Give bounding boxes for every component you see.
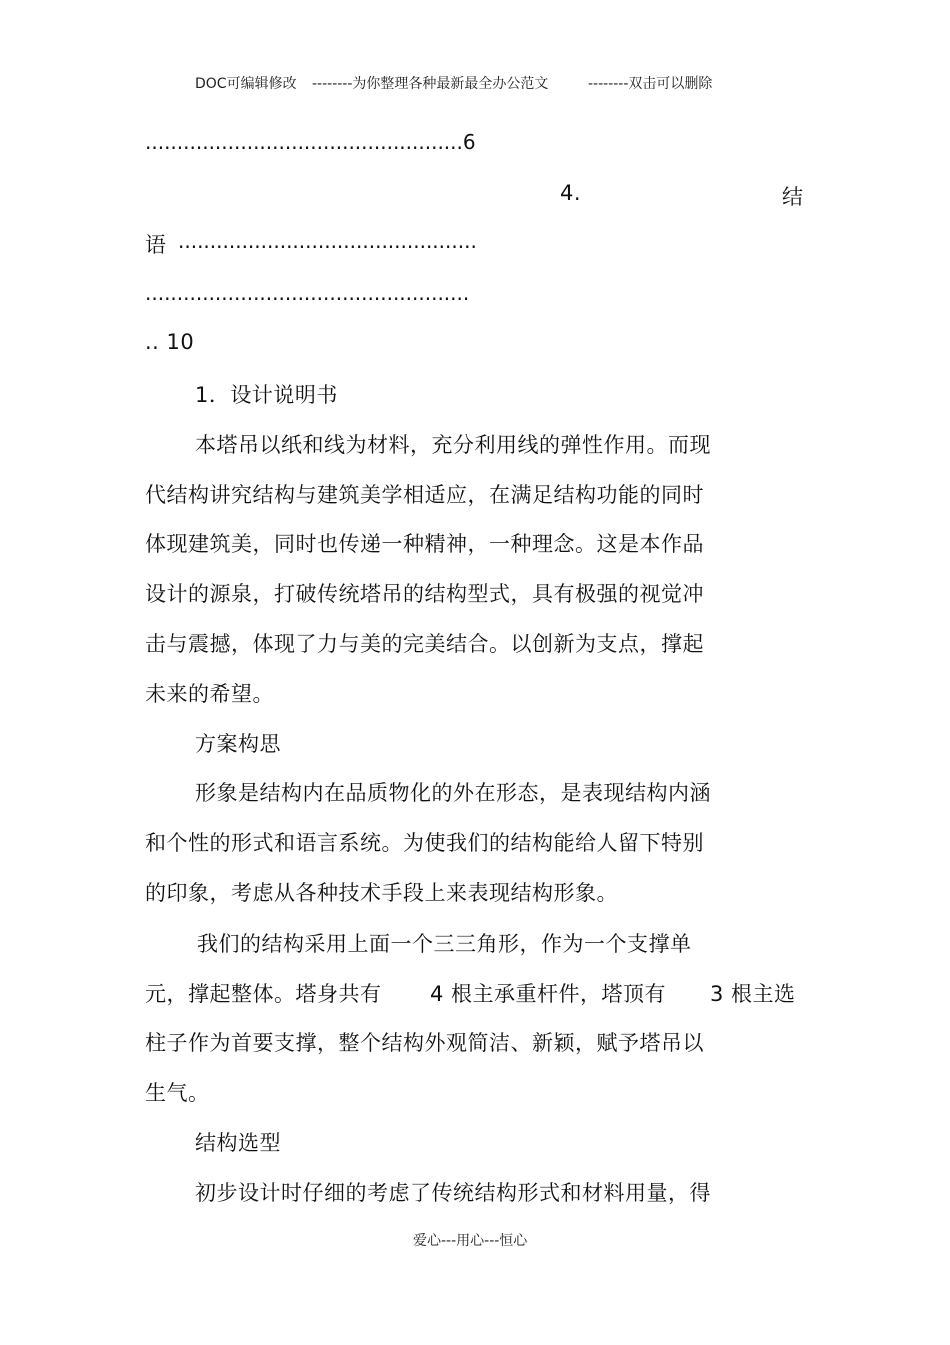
paragraph-line-part-c: 3 根主选 <box>710 982 796 1006</box>
toc-line-4: .. 10 <box>145 330 195 354</box>
header-right: --------双击可以删除 <box>588 76 713 92</box>
header-left: DOC可编辑修改 <box>195 76 297 92</box>
paragraph-line: 生气。 <box>145 1081 210 1105</box>
header-middle: --------为你整理各种最新最全办公范文 <box>312 76 549 92</box>
paragraph-line-part-b: 4 根主承重杆件，塔顶有 <box>430 982 667 1006</box>
toc-line-3: ................................................... <box>145 281 470 305</box>
paragraph-line: 击与震撼，体现了力与美的完美结合。以创新为支点，撑起 <box>145 632 704 656</box>
toc-title-char-2: 语 <box>145 233 167 257</box>
paragraph-line: 未来的希望。 <box>145 682 274 706</box>
toc-number-4: 4. <box>560 181 582 205</box>
toc-title-char-1: 结 <box>782 185 804 209</box>
paragraph-line: 体现建筑美，同时也传递一种精神，一种理念。这是本作品 <box>145 532 704 556</box>
toc-line-2-dots: ............................................... <box>178 229 477 253</box>
paragraph-line: 我们的结构采用上面一个三三角形，作为一个支撑单 <box>197 932 692 956</box>
paragraph-line: 设计的源泉，打破传统塔吊的结构型式，具有极强的视觉冲 <box>145 582 704 606</box>
paragraph-line-part-a: 元，撑起整体。塔身共有 <box>145 982 382 1006</box>
toc-line-1: ..................................................6 <box>145 130 476 154</box>
paragraph-line: 本塔吊以纸和线为材料，充分利用线的弹性作用。而现 <box>195 433 711 457</box>
footer-text: 爱心---用心---恒心 <box>413 1233 528 1249</box>
section-heading-concept: 方案构思 <box>195 732 281 756</box>
paragraph-line: 初步设计时仔细的考虑了传统结构形式和材料用量，得 <box>195 1181 711 1205</box>
paragraph-line: 形象是结构内在品质物化的外在形态，是表现结构内涵 <box>195 781 711 805</box>
paragraph-line: 的印象，考虑从各种技术手段上来表现结构形象。 <box>145 881 618 905</box>
paragraph-line: 和个性的形式和语言系统。为使我们的结构能给人留下特别 <box>145 831 704 855</box>
section-heading-structure: 结构选型 <box>195 1131 281 1155</box>
section-heading-design: 1．设计说明书 <box>195 383 338 407</box>
paragraph-line: 代结构讲究结构与建筑美学相适应，在满足结构功能的同时 <box>145 483 704 507</box>
paragraph-line: 柱子作为首要支撑，整个结构外观简洁、新颖，赋予塔吊以 <box>145 1031 704 1055</box>
